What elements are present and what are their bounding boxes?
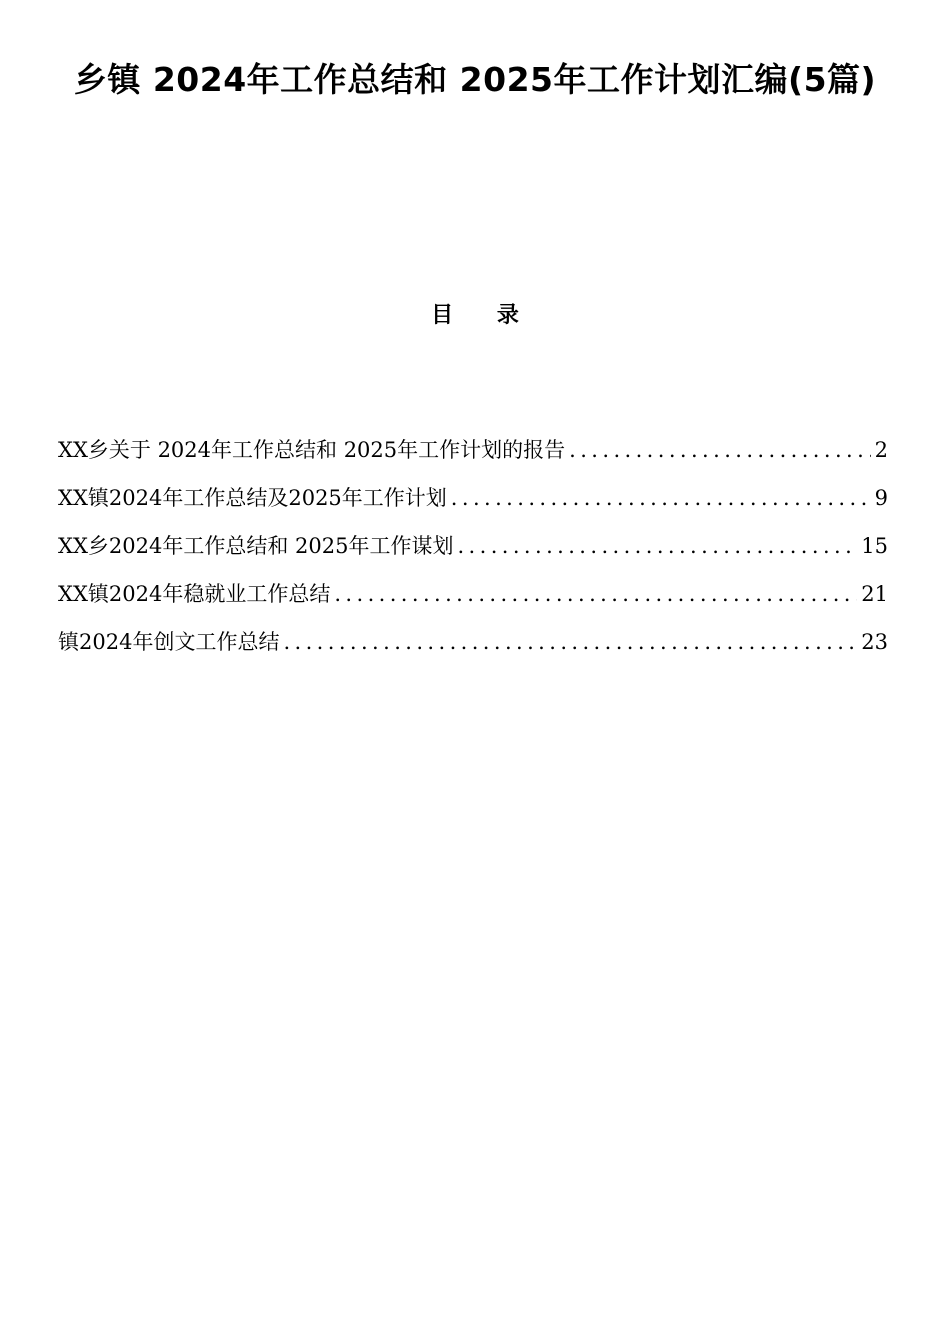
toc-entry[interactable]	[58, 478, 888, 526]
toc-entry-title: 镇2024年创文工作总结	[58, 630, 280, 654]
toc-entry-title: XX乡关于 2024年工作总结和 2025年工作计划的报告	[58, 438, 566, 462]
toc-entry-title: XX镇2024年稳就业工作总结	[58, 582, 331, 606]
toc-entry[interactable]	[58, 526, 888, 574]
toc-dot-leader	[334, 574, 857, 614]
toc-page-number: 21	[861, 582, 888, 606]
toc-dot-leader	[569, 430, 870, 470]
toc-page-number: 15	[861, 534, 888, 558]
toc-entry-title: XX镇2024年工作总结及2025年工作计划	[58, 486, 447, 510]
toc-entry-title: XX乡2024年工作总结和 2025年工作谋划	[58, 534, 454, 558]
document-title: 乡镇 2024年工作总结和 2025年工作计划汇编(5篇)	[73, 60, 877, 99]
toc-dot-leader	[283, 622, 857, 662]
toc-dot-leader	[457, 526, 857, 566]
toc-page-number: 2	[874, 438, 888, 462]
toc-entry[interactable]	[58, 430, 888, 478]
toc-page-number: 23	[861, 630, 888, 654]
table-of-contents	[58, 430, 888, 670]
toc-heading: 目 录	[431, 303, 537, 328]
toc-entry[interactable]	[58, 622, 888, 670]
toc-entry[interactable]	[58, 574, 888, 622]
toc-dot-leader	[451, 478, 871, 518]
toc-page-number: 9	[874, 486, 888, 510]
